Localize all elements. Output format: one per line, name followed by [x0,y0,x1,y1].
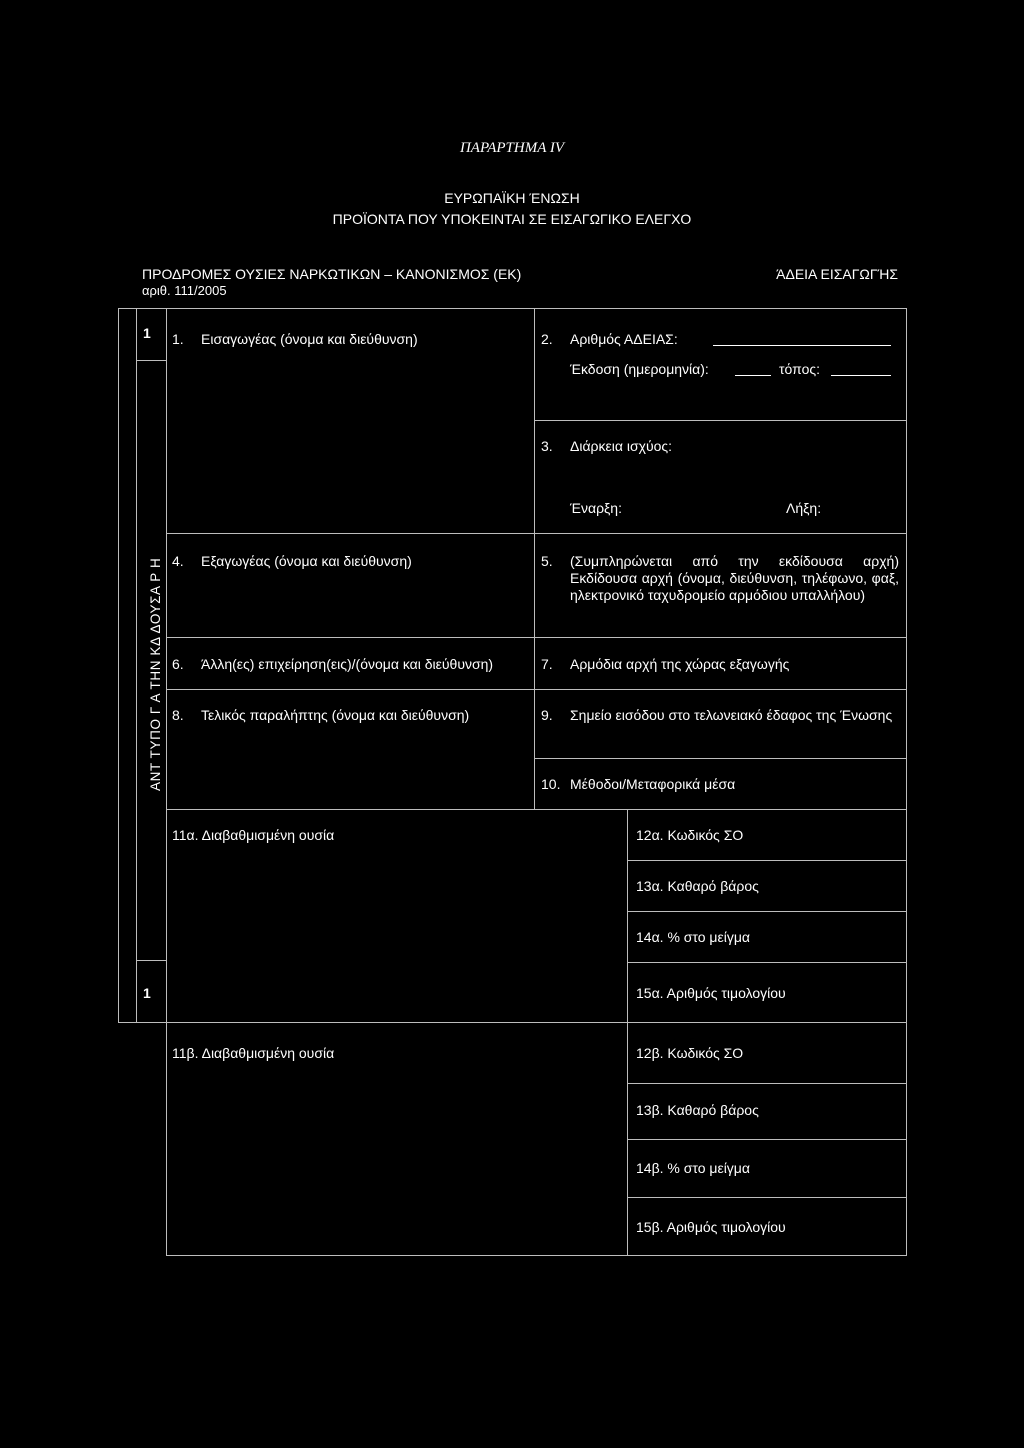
field-4-number: 4. [172,553,184,569]
annex-title: ΠΑΡΑΡΤΗΜΑ IV [459,140,565,156]
field-12b-cn-code: 12β. Κωδικός ΣΟ [636,1045,744,1061]
field-5-number: 5. [541,553,553,569]
field-11a-substance: 11α. Διαβαθμισμένη ουσία [172,827,335,843]
copy-number-bottom: 1 [143,985,151,1001]
form-subtitle: ΠΡΟΪΟΝΤΑ ΠΟΥ ΥΠΟΚΕΙΝΤΑΙ ΣΕ ΕΙΣΑΓΩΓΙΚΟ ΕΛΕΓΧΟ [332,211,692,227]
field-2-permit-number: Αριθμός ΑΔΕΙΑΣ: [570,331,678,347]
field-2-issue-date: Έκδοση (ημερομηνία): [570,361,709,377]
field-9-number: 9. [541,707,553,723]
copy-number-top: 1 [143,325,151,341]
field-8-number: 8. [172,707,184,723]
field-3-number: 3. [541,438,553,454]
field-1-number: 1. [172,331,184,347]
field-1-importer: Εισαγωγέας (όνομα και διεύθυνση) [201,331,418,347]
field-13a-net-weight: 13α. Καθαρό βάρος [636,878,759,894]
field-15b-invoice: 15β. Αριθμός τιμολογίου [636,1219,786,1235]
field-7-number: 7. [541,656,553,672]
field-7-export-authority: Αρμόδια αρχή της χώρας εξαγωγής [570,656,790,672]
field-11b-substance: 11β. Διαβαθμισμένη ουσία [172,1045,335,1061]
field-2-number: 2. [541,331,553,347]
permit-number-line [713,345,891,346]
field-12a-cn-code: 12α. Κωδικός ΣΟ [636,827,744,843]
field-3-validity: Διάρκεια ισχύος: [570,438,673,454]
field-10-transport: Μέθοδοι/Μεταφορικά μέσα [570,776,736,792]
field-9-entry-point: Σημείο εισόδου στο τελωνειακό έδαφος της Ένωσης [570,707,893,723]
eu-title: ΕΥΡΩΠΑΪΚΗ ΈΝΩΣΗ [444,190,580,206]
field-2-place: τόπος: [779,361,821,377]
field-6-other-operators: Άλλη(ες) επιχείρηση(εις)/(όνομα και διεύθυνση) [201,656,494,672]
field-3-end: Λήξη: [786,500,822,516]
field-6-number: 6. [172,656,184,672]
copy-destination-label: ΑΝΤ ΤΥΠΟ Γ Α ΤΗΝ ΚΔ ΔΟΥΣΑ Ρ Η [148,557,163,791]
place-line [831,375,891,376]
regulation-line1: ΠΡΟΔΡΟΜΕΣ ΟΥΣΙΕΣ ΝΑΡΚΩΤΙΚΩΝ – ΚΑΝΟΝΙΣΜΟΣ (ΕΚ) [142,266,522,282]
field-10-number: 10. [541,776,561,792]
field-3-start: Έναρξη: [570,500,622,516]
field-5-issuing-authority: (Συμπληρώνεται από την εκδίδουσα αρχή) Εκδίδουσα αρχή (όνομα, διεύθυνση, τηλέφωνο, φαξ, ηλεκτρονικό ταχυδρομείο αρμόδιου υπαλλήλου) [570,553,899,603]
field-4-exporter: Εξαγωγέας (όνομα και διεύθυνση) [201,553,412,569]
field-15a-invoice: 15α. Αριθμός τιμολογίου [636,985,786,1001]
field-13b-net-weight: 13β. Καθαρό βάρος [636,1102,759,1118]
permit-label: ΆΔΕΙΑ ΕΙΣΑΓΩΓΉΣ [776,266,898,282]
field-14b-percent: 14β. % στο μείγμα [636,1160,750,1176]
regulation-line2: αριθ. 111/2005 [142,283,227,298]
field-8-consignee: Τελικός παραλήπτης (όνομα και διεύθυνση) [201,707,470,723]
field-14a-percent: 14α. % στο μείγμα [636,929,751,945]
issue-date-line [735,375,771,376]
